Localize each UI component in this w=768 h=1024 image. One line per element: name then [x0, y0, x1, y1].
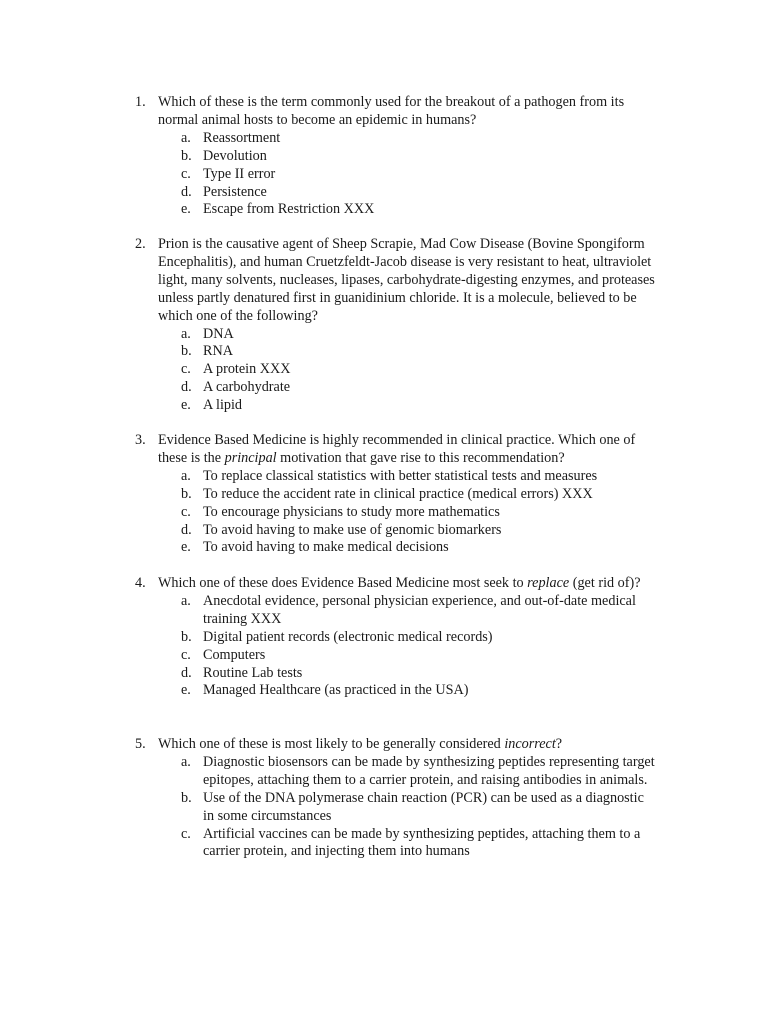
option-text: Devolution — [203, 147, 267, 164]
option-letter: b. — [181, 628, 192, 645]
question-text-part: Evidence Based Medicine is highly recommended in clinical practice. Which one of these is the — [158, 432, 636, 466]
option-text: DNA — [203, 325, 234, 342]
question-text-part: Which one of these is most likely to be generally considered — [158, 736, 505, 752]
option-text: Artificial vaccines can be made by synthesizing peptides, attaching them to a carrier protein, and injecting them into humans — [203, 825, 641, 860]
option-letter: c. — [181, 503, 191, 520]
question-4 — [135, 575, 655, 700]
option-letter: a. — [181, 592, 191, 609]
option-b — [135, 486, 655, 504]
option-text: Use of the DNA polymerase chain reaction (PCR) can be used as a diagnostic in some circumstances — [203, 789, 644, 824]
option-text: Diagnostic biosensors can be made by synthesizing peptides representing target epitopes, attaching them to a carrier protein, and raising antibodies in animals. — [203, 753, 655, 788]
option-d — [135, 522, 655, 540]
option-text: Persistence — [203, 183, 267, 200]
option-letter: b. — [181, 343, 192, 360]
question-number: 4. — [135, 575, 146, 591]
option-a — [135, 326, 655, 344]
option-letter: e. — [181, 397, 191, 414]
option-e — [135, 682, 655, 700]
option-b — [135, 148, 655, 166]
option-d — [135, 184, 655, 202]
option-letter: a. — [181, 753, 191, 770]
question-1 — [135, 94, 655, 219]
question-header — [135, 575, 655, 593]
option-text: To avoid having to make use of genomic biomarkers — [203, 521, 502, 538]
question-text-part: motivation that gave rise to this recommendation? — [276, 449, 565, 466]
option-letter: d. — [181, 183, 192, 200]
option-letter: a. — [181, 467, 191, 484]
option-text: To avoid having to make medical decisions — [203, 539, 449, 556]
option-letter: a. — [181, 325, 191, 342]
option-a — [135, 130, 655, 148]
option-a — [135, 754, 655, 790]
question-number: 5. — [135, 736, 146, 752]
option-letter: b. — [181, 789, 192, 806]
option-letter: b. — [181, 147, 192, 164]
option-c — [135, 504, 655, 522]
question-text-part: (get rid of)? — [569, 575, 641, 591]
option-e — [135, 539, 655, 557]
question-number: 2. — [135, 236, 146, 252]
option-letter: d. — [181, 664, 192, 681]
option-letter: c. — [181, 825, 191, 842]
option-c — [135, 361, 655, 379]
question-header — [135, 432, 655, 468]
option-e — [135, 201, 655, 219]
question-2 — [135, 236, 655, 415]
question-header — [135, 94, 655, 130]
option-a — [135, 468, 655, 486]
option-c — [135, 647, 655, 665]
option-text: Computers — [203, 646, 266, 663]
question-number: 1. — [135, 94, 146, 110]
option-text: A protein XXX — [203, 361, 291, 378]
option-letter: b. — [181, 485, 192, 502]
option-letter: c. — [181, 165, 191, 182]
option-list — [135, 130, 655, 220]
option-c — [135, 166, 655, 184]
question-text-emphasis: principal — [224, 449, 277, 466]
option-text: Reassortment — [203, 129, 281, 146]
option-c — [135, 826, 655, 862]
option-text: A carbohydrate — [203, 379, 291, 396]
option-d — [135, 379, 655, 397]
option-list — [135, 593, 655, 700]
option-d — [135, 665, 655, 683]
option-text: To replace classical statistics with better statistical tests and measures — [203, 467, 598, 484]
option-text: To encourage physicians to study more mathematics — [203, 503, 500, 520]
option-list — [135, 468, 655, 558]
option-text: Escape from Restriction XXX — [203, 201, 375, 218]
option-text: Routine Lab tests — [203, 664, 303, 681]
question-text — [158, 736, 655, 754]
option-a — [135, 593, 655, 629]
question-number: 3. — [135, 432, 146, 448]
option-text: Managed Healthcare (as practiced in the USA) — [203, 682, 469, 699]
question-text: Which of these is the term commonly used for the breakout of a pathogen from its normal animal hosts to become an epidemic in humans? — [158, 94, 625, 128]
option-text: RNA — [203, 343, 233, 360]
option-text: To reduce the accident rate in clinical practice (medical errors) XXX — [203, 485, 593, 502]
option-list — [135, 754, 655, 861]
option-letter: e. — [181, 201, 191, 218]
question-text: Prion is the causative agent of Sheep Scrapie, Mad Cow Disease (Bovine Spongiform Encephalitis), and human Cruetzfeldt-Jacob disease is very resistant to heat, ultraviolet light, many solvents, nucleases, lipases, carbohydrate-digesting enzymes, and proteases unless partly denatured first in guanidinium chloride. It is a molecule, believed to be which one of the following? — [158, 236, 655, 324]
option-text: Digital patient records (electronic medical records) — [203, 628, 493, 645]
question-3 — [135, 432, 655, 557]
option-text: A lipid — [203, 397, 243, 414]
option-text: Anecdotal evidence, personal physician experience, and out-of-date medical training XXX — [203, 592, 636, 627]
question-5 — [135, 736, 655, 861]
option-letter: d. — [181, 521, 192, 538]
option-letter: d. — [181, 379, 192, 396]
question-text-emphasis: replace — [527, 575, 570, 591]
option-list — [135, 326, 655, 416]
option-letter: c. — [181, 646, 191, 663]
question-header — [135, 236, 655, 326]
option-letter: a. — [181, 129, 191, 146]
option-letter: e. — [181, 682, 191, 699]
question-text-part: ? — [555, 736, 563, 752]
question-text-emphasis: incorrect — [504, 736, 556, 752]
question-header — [135, 736, 655, 754]
question-text — [158, 432, 655, 468]
option-text: Type II error — [203, 165, 276, 182]
option-b — [135, 790, 655, 826]
option-b — [135, 629, 655, 647]
option-letter: e. — [181, 539, 191, 556]
question-text — [158, 575, 655, 593]
option-b — [135, 343, 655, 361]
option-letter: c. — [181, 361, 191, 378]
option-e — [135, 397, 655, 415]
question-text-part: Which one of these does Evidence Based Medicine most seek to — [158, 575, 528, 591]
